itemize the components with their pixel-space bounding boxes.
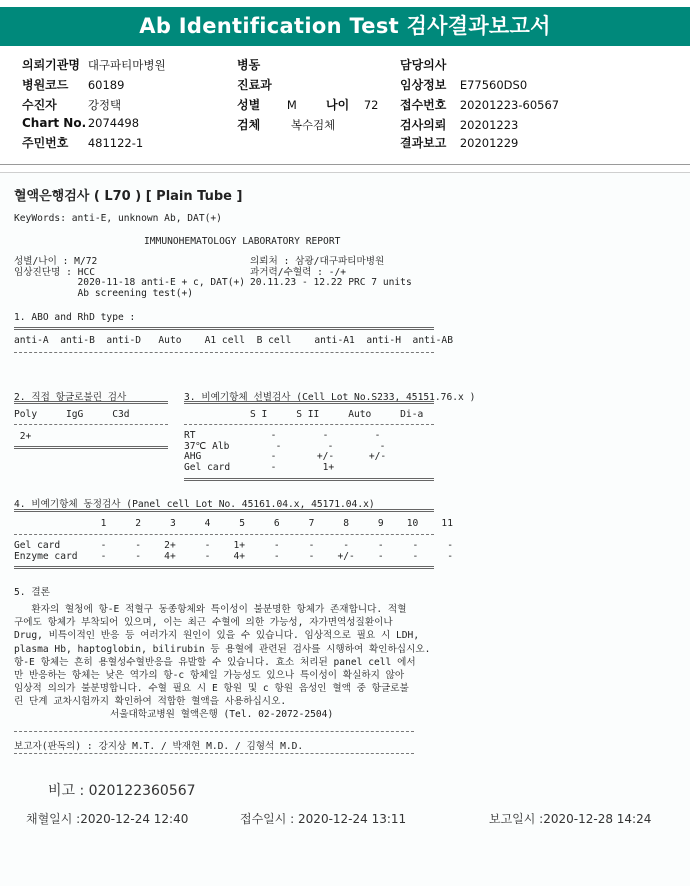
report-datetime: 보고일시 :2020-12-28 14:24	[489, 812, 652, 826]
header-field-institution: 의뢰기관명 대구파티마병원	[22, 58, 166, 72]
section-2-values: 2+	[14, 431, 32, 442]
section-5-title: 5. 결론	[14, 587, 50, 598]
section-1-title: 1. ABO and RhD type :	[14, 312, 136, 323]
note-field: 비고 : 020122360567	[48, 783, 196, 799]
conclusion-text: 환자의 혈청에 항-E 적혈구 동종항체와 특이성이 불분명한 항체가 존재합니다. 적혈 구에도 항체가 부착되어 있으며, 이는 최근 수혈에 의한 가능성, 자가면역성질환이나 Drug, 비특이적인 반응 등 여러가지 원인이 있을 수 있습니다. 임상적으로 필요 시 LDH, plasma Hb, haptoglobin, bilirubin 등 용혈에 관련된 검사를 시행하여 확인하십시오. 항-E 항체는 흔히 용혈성수혈반응을 유발할 수 있습니다. 효소 처리된 panel cell 에서 만 반응하는 항체는 낮은 역가의 항-c 항체일 가능성도 있으나 특이성이 확실하지 않아 임상적 의의가 불분명합니다. 수혈 필요 시 E 항원 및 c 항원 음성인 혈액 중 항글로불 린 단계 교차시험까지 확인하여 적합한 혈액을 사용하십시오.	[14, 604, 431, 708]
section-1-rule-top	[14, 327, 434, 330]
header-field-receipt-no: 접수번호 20201223-60567	[400, 98, 560, 112]
header-field-hospital-code: 병원코드 60189	[22, 78, 125, 92]
sampling-datetime: 채혈일시 :2020-12-24 12:40	[26, 812, 189, 826]
header-field-resident-no: 주민번호 481122-1	[22, 136, 144, 150]
section-3-rows: RT - - - 37℃ Alb - - - AHG - +/- +/- Gel card - 1+	[184, 430, 387, 473]
header-field-patient: 수진자 강정택	[22, 98, 122, 112]
lab-report-title: IMMUNOHEMATOLOGY LABORATORY REPORT	[144, 236, 341, 247]
keywords-line: KeyWords: anti-E, unknown Ab, DAT(+)	[14, 213, 222, 224]
section-4-rule-top	[14, 509, 434, 512]
patient-info-right: 의뢰처 : 삼광/대구파티마병원 과거력/수혈력 : -/+ 20.11.23 - 12.22 PRC 7 units	[250, 256, 412, 288]
header-field-department: 진료과	[237, 78, 272, 92]
header-divider	[0, 164, 690, 165]
header-field-doctor: 담당의사	[400, 58, 447, 72]
hospital-contact: 서울대학교병원 혈액은행 (Tel. 02-2072-2504)	[110, 709, 334, 720]
header-field-sex: 성별 M	[237, 98, 297, 112]
patient-info-left: 성별/나이 : M/72 임상진단명 : HCC 2020-11-18 anti-E + c, DAT(+) Ab screening test(+)	[14, 256, 246, 299]
reporter-rule-bottom	[14, 753, 414, 754]
header-field-specimen: 검체 복수검체	[237, 118, 336, 132]
reporter-rule-top	[14, 731, 414, 732]
section-1-rule-bottom	[14, 352, 434, 353]
section-2-title: 2. 직접 항글로불린 검사	[14, 392, 127, 403]
section-2-rule-top	[14, 401, 168, 404]
section-1-columns: anti-A anti-B anti-D Auto A1 cell B cell anti-A1 anti-H anti-AB	[14, 335, 453, 346]
section-3-rule-bottom	[184, 478, 434, 481]
section-2-rule-bottom	[14, 446, 168, 449]
header-field-chart-no: Chart No. 2074498	[22, 116, 140, 130]
report-heading: 혈액은행검사 ( L70 ) [ Plain Tube ]	[14, 189, 243, 204]
section-4-title: 4. 비예기항체 동정검사 (Panel cell Lot No. 45161.04.x, 45171.04.x)	[14, 499, 375, 510]
section-4-rule-mid	[14, 534, 434, 535]
reporter-line: 보고자(판독의) : 강지상 M.T. / 박재현 M.D. / 김형석 M.D.	[14, 741, 304, 752]
header-field-clinical-info: 임상정보 E77560DS0	[400, 78, 528, 92]
report-title: Ab Identification Test 검사결과보고서	[0, 7, 690, 46]
receipt-datetime: 접수일시 : 2020-12-24 13:11	[240, 812, 407, 826]
section-3-rule-mid	[184, 424, 434, 425]
section-2-rule-mid	[14, 424, 168, 425]
header-field-report-date: 결과보고 20201229	[400, 136, 519, 150]
section-2-columns: Poly IgG C3d	[14, 409, 130, 420]
section-3-columns: S I S II Auto Di-a	[250, 409, 424, 420]
section-3-title: 3. 비예기항체 선별검사 (Cell Lot No.S233, 45151.76.x )	[184, 392, 476, 403]
section-4-rule-bottom	[14, 566, 434, 569]
section-4-columns: 1 2 3 4 5 6 7 8 9 10 11	[14, 518, 453, 529]
header-field-ward: 병동	[237, 58, 261, 72]
header-field-age: 나이 72	[326, 98, 379, 112]
section-4-rows: Gel card - - 2+ - 1+ - - - - - - Enzyme card - - 4+ - 4+ - - +/- - - -	[14, 540, 453, 562]
header-field-request-date: 검사의뢰 20201223	[400, 118, 519, 132]
section-3-rule-top	[184, 401, 434, 404]
